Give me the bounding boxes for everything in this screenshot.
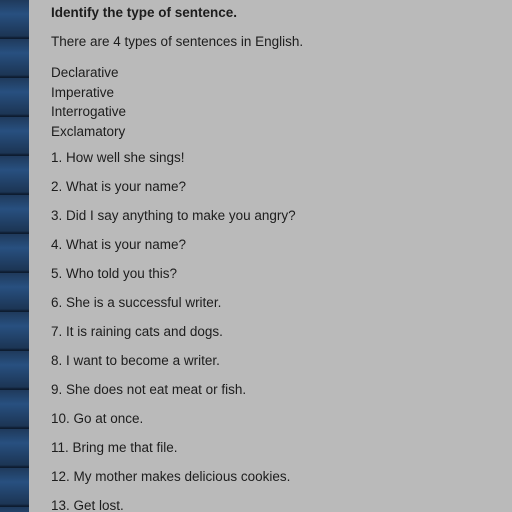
question-item: 13. Get lost. <box>51 498 124 512</box>
question-item: 12. My mother makes delicious cookies. <box>51 469 291 484</box>
intro-text: There are 4 types of sentences in English. <box>51 34 304 49</box>
sentence-type-item: Exclamatory <box>51 123 126 139</box>
question-item: 4. What is your name? <box>51 237 187 252</box>
question-item: 2. What is your name? <box>51 179 187 194</box>
question-item: 7. It is raining cats and dogs. <box>51 324 223 339</box>
worksheet-heading: Identify the type of sentence. <box>51 5 238 20</box>
side-decorative-strip <box>0 0 29 512</box>
question-item: 3. Did I say anything to make you angry? <box>51 208 296 223</box>
question-item: 8. I want to become a writer. <box>51 353 220 368</box>
sentence-type-item: Imperative <box>51 84 115 100</box>
question-item: 10. Go at once. <box>51 411 144 426</box>
question-item: 1. How well she sings! <box>51 150 185 165</box>
question-item: 5. Who told you this? <box>51 266 178 281</box>
question-item: 9. She does not eat meat or fish. <box>51 382 247 397</box>
question-item: 6. She is a successful writer. <box>51 295 222 310</box>
question-list <box>51 149 296 512</box>
sentence-type-item: Interrogative <box>51 104 127 119</box>
sentence-type-item: Declarative <box>51 65 119 80</box>
question-item: 11. Bring me that file. <box>51 440 178 455</box>
sentence-types-list <box>51 63 126 141</box>
